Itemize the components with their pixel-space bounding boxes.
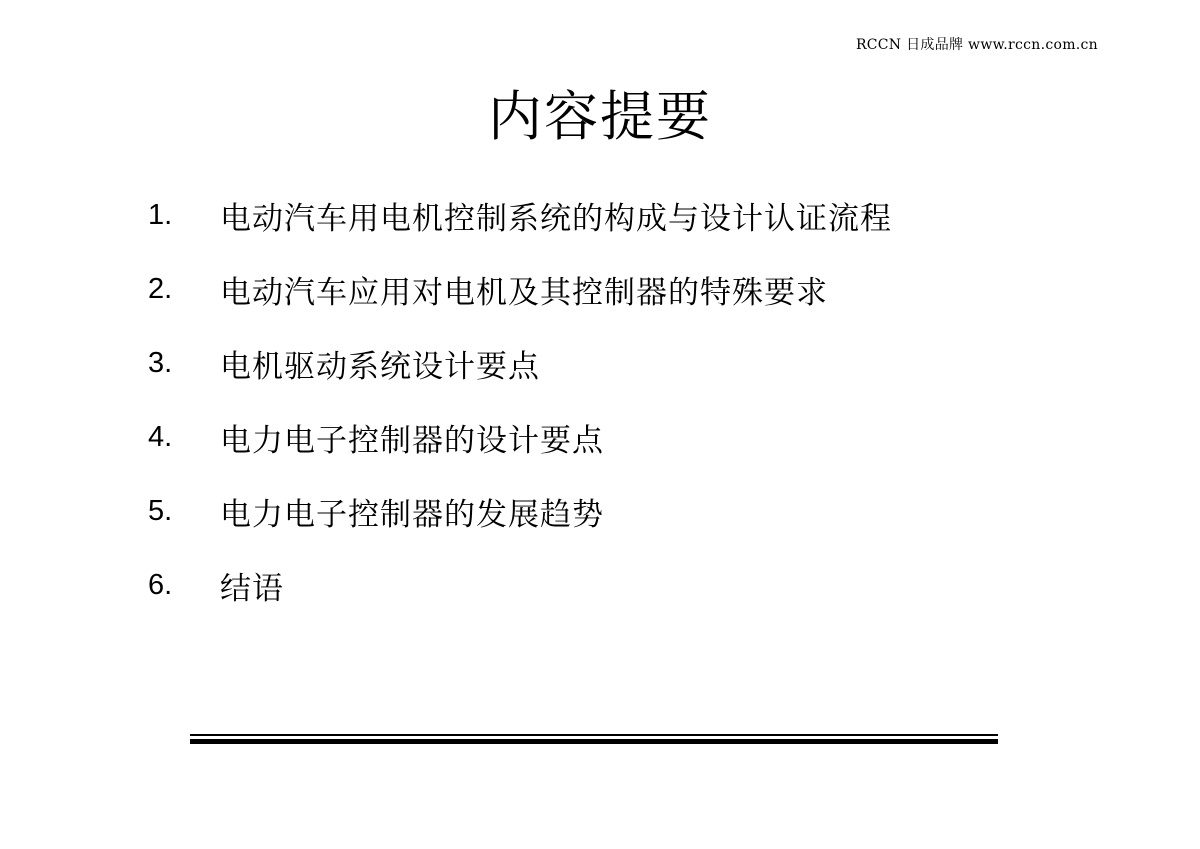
slide-title: 内容提要 [488, 85, 712, 148]
agenda-item [148, 178, 892, 252]
header-watermark: RCCN 日成品牌 www.rccn.com.cn [855, 37, 1098, 53]
agenda-item-text: 电力电子控制器的发展趋势 [220, 496, 604, 533]
agenda-item-number: 5. [148, 494, 173, 527]
agenda-item [148, 400, 892, 474]
agenda-item-number: 1. [148, 198, 173, 231]
agenda-item-text: 电机驱动系统设计要点 [220, 348, 540, 385]
agenda-item-text: 电力电子控制器的设计要点 [220, 422, 604, 459]
agenda-item-number: 3. [148, 346, 173, 379]
agenda-item [148, 474, 892, 548]
agenda-item [148, 326, 892, 400]
agenda-item [148, 252, 892, 326]
agenda-item-text: 结语 [220, 570, 284, 607]
agenda-item-text: 电动汽车用电机控制系统的构成与设计认证流程 [220, 200, 892, 237]
agenda-item-number: 6. [148, 568, 173, 601]
agenda-list [148, 178, 892, 622]
agenda-item-number: 2. [148, 272, 173, 305]
agenda-item [148, 548, 892, 622]
footer-divider-thin [190, 734, 998, 736]
agenda-item-text: 电动汽车应用对电机及其控制器的特殊要求 [220, 274, 828, 311]
footer-divider-thick [190, 739, 998, 744]
agenda-item-number: 4. [148, 420, 173, 453]
